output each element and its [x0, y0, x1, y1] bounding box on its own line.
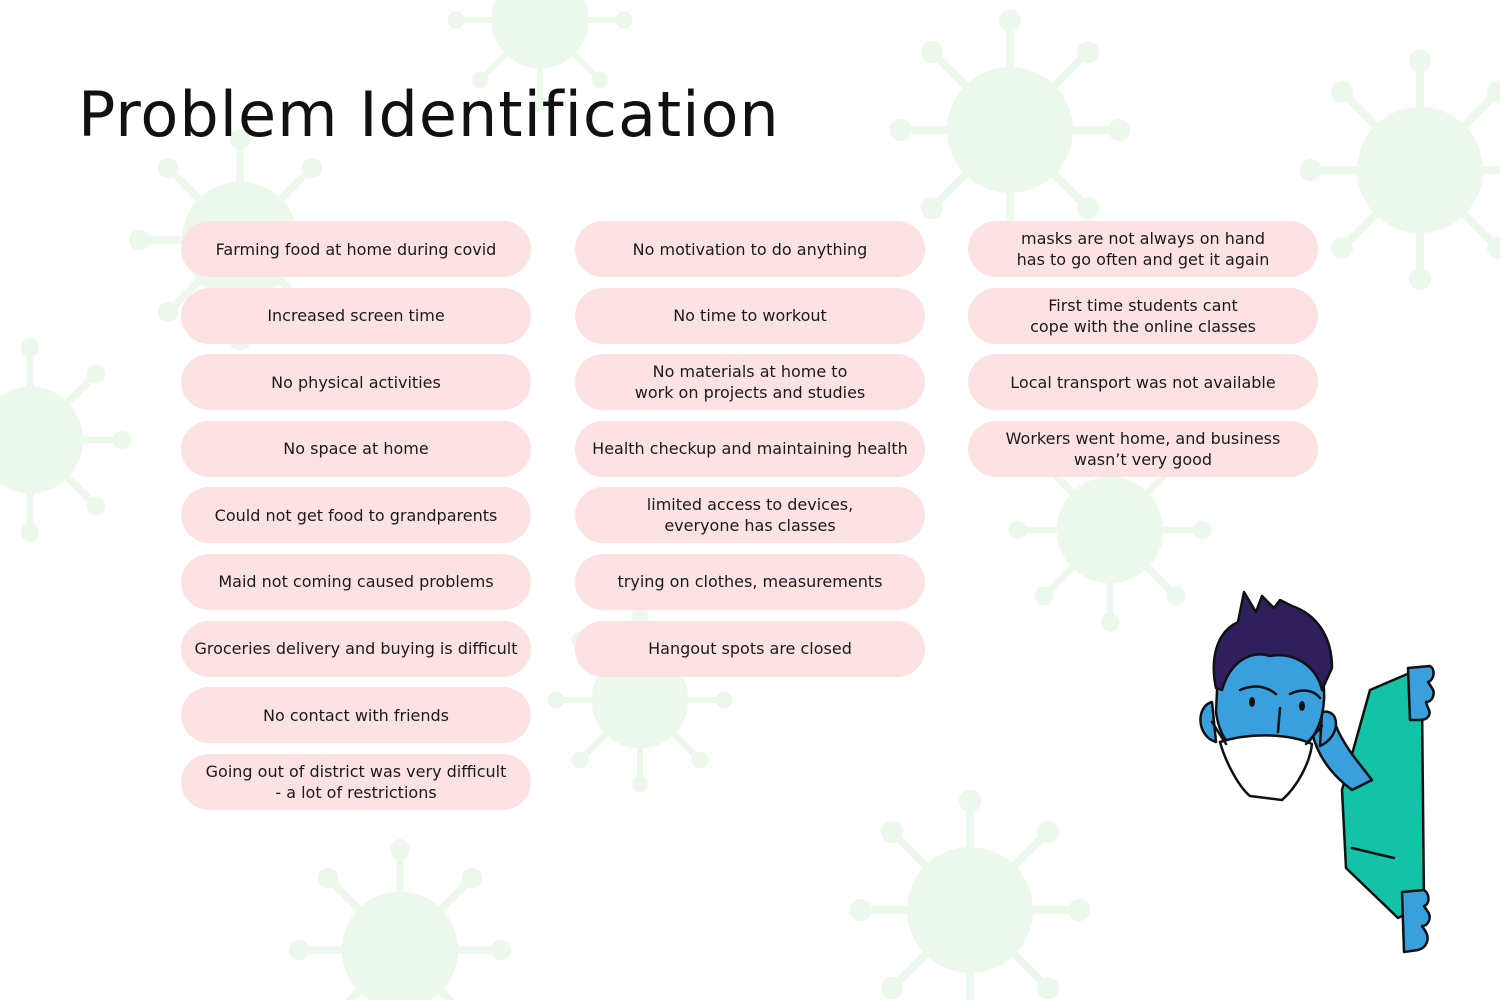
problem-text: Could not get food to grandparents: [214, 505, 498, 525]
problem-text: Farming food at home during covid: [215, 239, 497, 259]
problem-text: No space at home: [283, 439, 429, 459]
problem-text: First time students cant cope with the online classes: [1030, 295, 1256, 336]
problem-pill: [575, 421, 925, 477]
problem-pill: [968, 421, 1318, 477]
problem-text: No motivation to do anything: [632, 239, 868, 259]
problem-pill: [575, 354, 925, 410]
problem-text: Local transport was not available: [1010, 372, 1276, 392]
problem-text: limited access to devices, everyone has classes: [646, 495, 854, 536]
virus-pattern-3-icon: [1290, 40, 1500, 300]
problem-text: trying on clothes, measurements: [617, 572, 883, 592]
problem-text: Groceries delivery and buying is difficult: [194, 639, 518, 659]
problem-pill: [968, 221, 1318, 277]
problem-column-1: [181, 221, 531, 820]
problem-text: masks are not always on hand has to go often and get it again: [1016, 229, 1270, 269]
problem-column-3: [968, 221, 1318, 487]
problem-pill: [181, 687, 531, 743]
problem-text: No physical activities: [271, 372, 441, 392]
problem-text: Health checkup and maintaining health: [592, 439, 908, 459]
problem-pill: [181, 754, 531, 810]
problem-text: Maid not coming caused problems: [218, 572, 494, 592]
virus-pattern-4-icon: [0, 330, 140, 550]
problem-pill: [181, 221, 531, 277]
problem-pill: [968, 288, 1318, 344]
problem-pill: [575, 487, 925, 543]
problem-text: Increased screen time: [267, 306, 445, 326]
masked-person-peeking-icon: [1190, 585, 1450, 975]
problem-text: No materials at home to work on projects and studies: [634, 362, 866, 403]
problem-pill: [575, 554, 925, 610]
problem-pill: [575, 221, 925, 277]
problem-text: Workers went home, and business wasn’t very good: [1005, 428, 1281, 469]
problem-pill: [575, 621, 925, 677]
problem-pill: [181, 621, 531, 677]
virus-pattern-7-icon: [280, 830, 520, 1000]
problem-text: Hangout spots are closed: [648, 639, 852, 659]
problem-pill: [181, 554, 531, 610]
problem-pill: [181, 354, 531, 410]
page-title: Problem Identification: [78, 78, 780, 151]
problem-pill: [181, 288, 531, 344]
problem-text: No contact with friends: [263, 705, 449, 725]
virus-pattern-8-icon: [840, 780, 1100, 1000]
problem-text: Going out of district was very difficult - a lot of restrictions: [205, 761, 507, 802]
problem-pill: [575, 288, 925, 344]
problem-pill: [181, 487, 531, 543]
problem-text: No time to workout: [673, 306, 827, 326]
problem-pill: [181, 421, 531, 477]
problem-column-2: [575, 221, 925, 687]
problem-pill: [968, 354, 1318, 410]
